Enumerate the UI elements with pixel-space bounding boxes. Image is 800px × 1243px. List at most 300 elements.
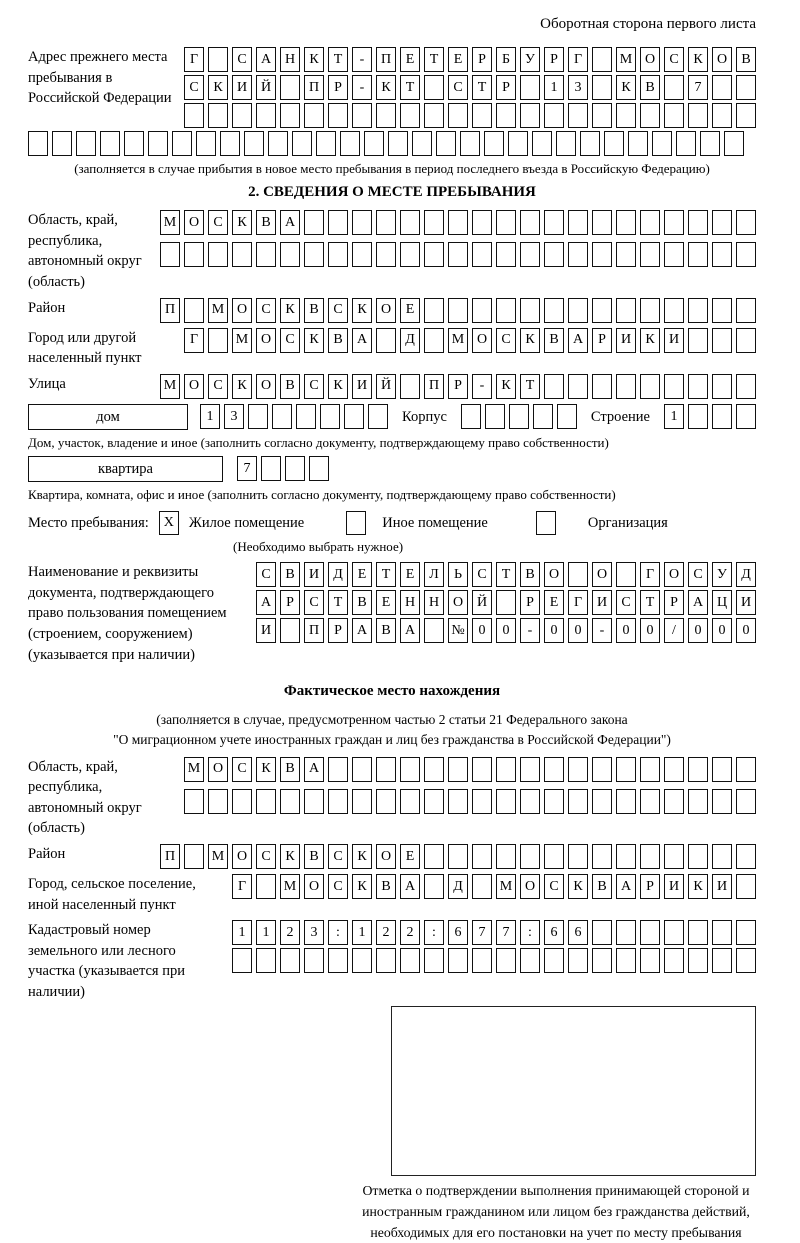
- char-cell[interactable]: Т: [400, 75, 420, 100]
- char-cell[interactable]: 0: [472, 618, 492, 643]
- char-cell[interactable]: Т: [520, 374, 540, 399]
- char-cell[interactable]: М: [280, 874, 300, 899]
- char-cell[interactable]: [664, 789, 684, 814]
- char-cell[interactable]: Д: [736, 562, 756, 587]
- char-cell[interactable]: О: [304, 874, 324, 899]
- char-cell[interactable]: [664, 242, 684, 267]
- char-cell[interactable]: [412, 131, 432, 156]
- char-cell[interactable]: А: [256, 590, 276, 615]
- char-cell[interactable]: [544, 210, 564, 235]
- char-cell[interactable]: К: [496, 374, 516, 399]
- char-cell[interactable]: [76, 131, 96, 156]
- char-cell[interactable]: [616, 374, 636, 399]
- char-cell[interactable]: [628, 131, 648, 156]
- char-cell[interactable]: [376, 103, 396, 128]
- char-cell[interactable]: [640, 920, 660, 945]
- char-cell[interactable]: [712, 404, 732, 429]
- char-cell[interactable]: [472, 789, 492, 814]
- char-cell[interactable]: О: [232, 844, 252, 869]
- char-cell[interactable]: Й: [376, 374, 396, 399]
- char-cell[interactable]: [496, 948, 516, 973]
- char-cell[interactable]: С: [328, 298, 348, 323]
- char-cell[interactable]: О: [520, 874, 540, 899]
- char-cell[interactable]: [309, 456, 329, 481]
- char-cell[interactable]: Д: [328, 562, 348, 587]
- char-cell[interactable]: А: [400, 618, 420, 643]
- char-cell[interactable]: Ь: [448, 562, 468, 587]
- char-cell[interactable]: 1: [232, 920, 252, 945]
- char-cell[interactable]: [568, 844, 588, 869]
- char-cell[interactable]: [592, 844, 612, 869]
- char-cell[interactable]: Р: [496, 75, 516, 100]
- char-cell[interactable]: [424, 618, 444, 643]
- char-cell[interactable]: 6: [448, 920, 468, 945]
- char-cell[interactable]: С: [664, 47, 684, 72]
- char-cell[interactable]: 3: [568, 75, 588, 100]
- char-cell[interactable]: А: [256, 47, 276, 72]
- char-cell[interactable]: [268, 131, 288, 156]
- char-cell[interactable]: [436, 131, 456, 156]
- char-cell[interactable]: [664, 948, 684, 973]
- char-cell[interactable]: Д: [400, 328, 420, 353]
- char-cell[interactable]: И: [664, 328, 684, 353]
- char-cell[interactable]: [344, 404, 364, 429]
- char-cell[interactable]: [640, 298, 660, 323]
- char-cell[interactable]: И: [256, 618, 276, 643]
- char-cell[interactable]: К: [352, 874, 372, 899]
- char-cell[interactable]: [352, 757, 372, 782]
- char-cell[interactable]: [448, 757, 468, 782]
- char-cell[interactable]: №: [448, 618, 468, 643]
- char-cell[interactable]: Е: [400, 47, 420, 72]
- char-cell[interactable]: М: [160, 374, 180, 399]
- char-cell[interactable]: Г: [184, 47, 204, 72]
- char-cell[interactable]: [400, 374, 420, 399]
- char-cell[interactable]: [460, 131, 480, 156]
- char-cell[interactable]: [616, 789, 636, 814]
- char-cell[interactable]: И: [616, 328, 636, 353]
- char-cell[interactable]: [292, 131, 312, 156]
- char-cell[interactable]: О: [232, 298, 252, 323]
- char-cell[interactable]: [364, 131, 384, 156]
- char-cell[interactable]: 1: [544, 75, 564, 100]
- char-cell[interactable]: [520, 75, 540, 100]
- char-cell[interactable]: Р: [520, 590, 540, 615]
- char-cell[interactable]: [616, 298, 636, 323]
- char-cell[interactable]: К: [232, 374, 252, 399]
- char-cell[interactable]: К: [256, 757, 276, 782]
- char-cell[interactable]: [664, 920, 684, 945]
- char-cell[interactable]: М: [232, 328, 252, 353]
- char-cell[interactable]: [160, 242, 180, 267]
- char-cell[interactable]: [616, 920, 636, 945]
- char-cell[interactable]: [280, 618, 300, 643]
- char-cell[interactable]: С: [256, 562, 276, 587]
- char-cell[interactable]: [472, 242, 492, 267]
- char-cell[interactable]: В: [304, 844, 324, 869]
- char-cell[interactable]: [712, 298, 732, 323]
- char-cell[interactable]: [616, 757, 636, 782]
- char-cell[interactable]: К: [568, 874, 588, 899]
- char-cell[interactable]: К: [280, 298, 300, 323]
- char-cell[interactable]: [568, 374, 588, 399]
- char-cell[interactable]: [424, 210, 444, 235]
- char-cell[interactable]: К: [328, 374, 348, 399]
- char-cell[interactable]: [556, 131, 576, 156]
- char-cell[interactable]: [640, 757, 660, 782]
- char-cell[interactable]: [196, 131, 216, 156]
- char-cell[interactable]: П: [304, 618, 324, 643]
- char-cell[interactable]: [688, 374, 708, 399]
- char-cell[interactable]: [592, 374, 612, 399]
- char-cell[interactable]: [592, 242, 612, 267]
- char-cell[interactable]: 0: [712, 618, 732, 643]
- char-cell[interactable]: [208, 789, 228, 814]
- char-cell[interactable]: Е: [352, 562, 372, 587]
- char-cell[interactable]: [568, 242, 588, 267]
- char-cell[interactable]: [616, 948, 636, 973]
- char-cell[interactable]: Р: [328, 618, 348, 643]
- char-cell[interactable]: Е: [400, 844, 420, 869]
- char-cell[interactable]: С: [688, 562, 708, 587]
- char-cell[interactable]: [688, 948, 708, 973]
- char-cell[interactable]: [184, 242, 204, 267]
- char-cell[interactable]: С: [256, 844, 276, 869]
- char-cell[interactable]: Е: [400, 298, 420, 323]
- char-cell[interactable]: :: [328, 920, 348, 945]
- char-cell[interactable]: -: [352, 75, 372, 100]
- char-cell[interactable]: [496, 789, 516, 814]
- char-cell[interactable]: [592, 920, 612, 945]
- char-cell[interactable]: О: [208, 757, 228, 782]
- char-cell[interactable]: Н: [400, 590, 420, 615]
- apartment-type-box[interactable]: квартира: [28, 456, 223, 482]
- char-cell[interactable]: [568, 103, 588, 128]
- char-cell[interactable]: [520, 103, 540, 128]
- char-cell[interactable]: [352, 103, 372, 128]
- char-cell[interactable]: [520, 242, 540, 267]
- char-cell[interactable]: Р: [640, 874, 660, 899]
- char-cell[interactable]: [376, 757, 396, 782]
- char-cell[interactable]: [261, 456, 281, 481]
- char-cell[interactable]: С: [328, 874, 348, 899]
- char-cell[interactable]: [472, 874, 492, 899]
- char-cell[interactable]: [424, 757, 444, 782]
- char-cell[interactable]: Р: [664, 590, 684, 615]
- char-cell[interactable]: Г: [184, 328, 204, 353]
- char-cell[interactable]: Г: [640, 562, 660, 587]
- char-cell[interactable]: [592, 789, 612, 814]
- char-cell[interactable]: [296, 404, 316, 429]
- char-cell[interactable]: [272, 404, 292, 429]
- char-cell[interactable]: М: [496, 874, 516, 899]
- char-cell[interactable]: [352, 789, 372, 814]
- char-cell[interactable]: [100, 131, 120, 156]
- char-cell[interactable]: 0: [736, 618, 756, 643]
- char-cell[interactable]: 0: [568, 618, 588, 643]
- char-cell[interactable]: [724, 131, 744, 156]
- char-cell[interactable]: В: [280, 562, 300, 587]
- char-cell[interactable]: С: [448, 75, 468, 100]
- char-cell[interactable]: [328, 789, 348, 814]
- char-cell[interactable]: [461, 404, 481, 429]
- char-cell[interactable]: К: [304, 328, 324, 353]
- char-cell[interactable]: И: [712, 874, 732, 899]
- char-cell[interactable]: [688, 298, 708, 323]
- char-cell[interactable]: А: [568, 328, 588, 353]
- char-cell[interactable]: 1: [352, 920, 372, 945]
- char-cell[interactable]: К: [232, 210, 252, 235]
- char-cell[interactable]: Н: [280, 47, 300, 72]
- char-cell[interactable]: [568, 757, 588, 782]
- char-cell[interactable]: :: [424, 920, 444, 945]
- house-type-box[interactable]: дом: [28, 404, 188, 430]
- char-cell[interactable]: [712, 757, 732, 782]
- char-cell[interactable]: [520, 948, 540, 973]
- char-cell[interactable]: [688, 404, 708, 429]
- char-cell[interactable]: С: [208, 374, 228, 399]
- char-cell[interactable]: [712, 328, 732, 353]
- char-cell[interactable]: В: [256, 210, 276, 235]
- char-cell[interactable]: [256, 789, 276, 814]
- char-cell[interactable]: [424, 328, 444, 353]
- char-cell[interactable]: Т: [376, 562, 396, 587]
- char-cell[interactable]: [592, 948, 612, 973]
- char-cell[interactable]: А: [352, 328, 372, 353]
- char-cell[interactable]: [352, 242, 372, 267]
- char-cell[interactable]: К: [352, 844, 372, 869]
- char-cell[interactable]: С: [304, 374, 324, 399]
- char-cell[interactable]: Т: [328, 590, 348, 615]
- char-cell[interactable]: С: [472, 562, 492, 587]
- char-cell[interactable]: [640, 242, 660, 267]
- char-cell[interactable]: Б: [496, 47, 516, 72]
- char-cell[interactable]: [485, 404, 505, 429]
- stay-type-other-checkbox[interactable]: [346, 511, 366, 535]
- char-cell[interactable]: -: [520, 618, 540, 643]
- char-cell[interactable]: [532, 131, 552, 156]
- char-cell[interactable]: [496, 210, 516, 235]
- char-cell[interactable]: [736, 242, 756, 267]
- char-cell[interactable]: Г: [232, 874, 252, 899]
- char-cell[interactable]: [520, 844, 540, 869]
- char-cell[interactable]: [664, 210, 684, 235]
- char-cell[interactable]: [328, 103, 348, 128]
- char-cell[interactable]: [640, 103, 660, 128]
- char-cell[interactable]: К: [616, 75, 636, 100]
- char-cell[interactable]: [736, 404, 756, 429]
- char-cell[interactable]: -: [592, 618, 612, 643]
- char-cell[interactable]: [256, 874, 276, 899]
- char-cell[interactable]: [472, 210, 492, 235]
- char-cell[interactable]: 2: [280, 920, 300, 945]
- char-cell[interactable]: [712, 242, 732, 267]
- char-cell[interactable]: [472, 757, 492, 782]
- char-cell[interactable]: Г: [568, 590, 588, 615]
- char-cell[interactable]: [448, 103, 468, 128]
- char-cell[interactable]: [376, 948, 396, 973]
- char-cell[interactable]: [568, 210, 588, 235]
- char-cell[interactable]: С: [328, 844, 348, 869]
- char-cell[interactable]: 7: [472, 920, 492, 945]
- char-cell[interactable]: [124, 131, 144, 156]
- char-cell[interactable]: Т: [640, 590, 660, 615]
- char-cell[interactable]: [304, 103, 324, 128]
- char-cell[interactable]: [688, 844, 708, 869]
- char-cell[interactable]: [616, 210, 636, 235]
- char-cell[interactable]: 3: [224, 404, 244, 429]
- char-cell[interactable]: П: [160, 844, 180, 869]
- char-cell[interactable]: О: [448, 590, 468, 615]
- char-cell[interactable]: [688, 242, 708, 267]
- char-cell[interactable]: В: [544, 328, 564, 353]
- char-cell[interactable]: [448, 210, 468, 235]
- char-cell[interactable]: А: [352, 618, 372, 643]
- char-cell[interactable]: [616, 844, 636, 869]
- char-cell[interactable]: [736, 757, 756, 782]
- char-cell[interactable]: [592, 103, 612, 128]
- char-cell[interactable]: Е: [400, 562, 420, 587]
- char-cell[interactable]: О: [184, 210, 204, 235]
- char-cell[interactable]: [328, 757, 348, 782]
- char-cell[interactable]: Т: [472, 75, 492, 100]
- char-cell[interactable]: [280, 75, 300, 100]
- char-cell[interactable]: К: [376, 75, 396, 100]
- char-cell[interactable]: [484, 131, 504, 156]
- char-cell[interactable]: 0: [640, 618, 660, 643]
- char-cell[interactable]: Е: [544, 590, 564, 615]
- char-cell[interactable]: [328, 948, 348, 973]
- char-cell[interactable]: В: [640, 75, 660, 100]
- char-cell[interactable]: О: [544, 562, 564, 587]
- char-cell[interactable]: В: [328, 328, 348, 353]
- char-cell[interactable]: С: [256, 298, 276, 323]
- char-cell[interactable]: К: [688, 874, 708, 899]
- char-cell[interactable]: [208, 328, 228, 353]
- char-cell[interactable]: [285, 456, 305, 481]
- char-cell[interactable]: [712, 210, 732, 235]
- char-cell[interactable]: [592, 298, 612, 323]
- char-cell[interactable]: 0: [616, 618, 636, 643]
- char-cell[interactable]: [400, 242, 420, 267]
- char-cell[interactable]: [712, 844, 732, 869]
- char-cell[interactable]: [376, 210, 396, 235]
- char-cell[interactable]: К: [640, 328, 660, 353]
- char-cell[interactable]: [424, 103, 444, 128]
- char-cell[interactable]: К: [352, 298, 372, 323]
- char-cell[interactable]: 0: [544, 618, 564, 643]
- char-cell[interactable]: [232, 242, 252, 267]
- char-cell[interactable]: [424, 242, 444, 267]
- char-cell[interactable]: [712, 75, 732, 100]
- char-cell[interactable]: Т: [328, 47, 348, 72]
- char-cell[interactable]: [184, 298, 204, 323]
- char-cell[interactable]: 2: [400, 920, 420, 945]
- char-cell[interactable]: 7: [688, 75, 708, 100]
- char-cell[interactable]: 1: [664, 404, 684, 429]
- char-cell[interactable]: [664, 103, 684, 128]
- char-cell[interactable]: С: [208, 210, 228, 235]
- char-cell[interactable]: [184, 103, 204, 128]
- char-cell[interactable]: [340, 131, 360, 156]
- char-cell[interactable]: [736, 103, 756, 128]
- char-cell[interactable]: [557, 404, 577, 429]
- char-cell[interactable]: [736, 920, 756, 945]
- char-cell[interactable]: [376, 328, 396, 353]
- char-cell[interactable]: [400, 210, 420, 235]
- char-cell[interactable]: [496, 298, 516, 323]
- char-cell[interactable]: /: [664, 618, 684, 643]
- char-cell[interactable]: 7: [237, 456, 257, 481]
- char-cell[interactable]: [520, 789, 540, 814]
- char-cell[interactable]: [248, 404, 268, 429]
- char-cell[interactable]: [736, 948, 756, 973]
- char-cell[interactable]: Р: [544, 47, 564, 72]
- char-cell[interactable]: [736, 874, 756, 899]
- char-cell[interactable]: [328, 242, 348, 267]
- char-cell[interactable]: А: [688, 590, 708, 615]
- char-cell[interactable]: [368, 404, 388, 429]
- char-cell[interactable]: К: [304, 47, 324, 72]
- char-cell[interactable]: Р: [448, 374, 468, 399]
- char-cell[interactable]: М: [616, 47, 636, 72]
- char-cell[interactable]: П: [304, 75, 324, 100]
- char-cell[interactable]: [280, 789, 300, 814]
- char-cell[interactable]: [568, 298, 588, 323]
- char-cell[interactable]: Й: [256, 75, 276, 100]
- char-cell[interactable]: Й: [472, 590, 492, 615]
- char-cell[interactable]: [688, 789, 708, 814]
- registration-mark-box[interactable]: [391, 1006, 756, 1176]
- char-cell[interactable]: [688, 210, 708, 235]
- char-cell[interactable]: [316, 131, 336, 156]
- char-cell[interactable]: В: [376, 874, 396, 899]
- char-cell[interactable]: -: [352, 47, 372, 72]
- char-cell[interactable]: [736, 374, 756, 399]
- char-cell[interactable]: [304, 789, 324, 814]
- stay-type-residential-checkbox[interactable]: X: [159, 511, 179, 535]
- char-cell[interactable]: С: [280, 328, 300, 353]
- char-cell[interactable]: [712, 374, 732, 399]
- char-cell[interactable]: [676, 131, 696, 156]
- char-cell[interactable]: С: [616, 590, 636, 615]
- char-cell[interactable]: М: [160, 210, 180, 235]
- char-cell[interactable]: [496, 844, 516, 869]
- char-cell[interactable]: -: [472, 374, 492, 399]
- char-cell[interactable]: И: [304, 562, 324, 587]
- char-cell[interactable]: [592, 47, 612, 72]
- char-cell[interactable]: [616, 562, 636, 587]
- char-cell[interactable]: А: [304, 757, 324, 782]
- char-cell[interactable]: [592, 75, 612, 100]
- char-cell[interactable]: Р: [280, 590, 300, 615]
- char-cell[interactable]: [544, 844, 564, 869]
- char-cell[interactable]: И: [736, 590, 756, 615]
- char-cell[interactable]: У: [520, 47, 540, 72]
- char-cell[interactable]: [688, 757, 708, 782]
- char-cell[interactable]: [448, 844, 468, 869]
- char-cell[interactable]: К: [520, 328, 540, 353]
- char-cell[interactable]: [244, 131, 264, 156]
- char-cell[interactable]: 3: [304, 920, 324, 945]
- char-cell[interactable]: [520, 757, 540, 782]
- char-cell[interactable]: О: [376, 298, 396, 323]
- char-cell[interactable]: [376, 242, 396, 267]
- char-cell[interactable]: А: [280, 210, 300, 235]
- char-cell[interactable]: Р: [472, 47, 492, 72]
- char-cell[interactable]: [544, 242, 564, 267]
- char-cell[interactable]: [376, 789, 396, 814]
